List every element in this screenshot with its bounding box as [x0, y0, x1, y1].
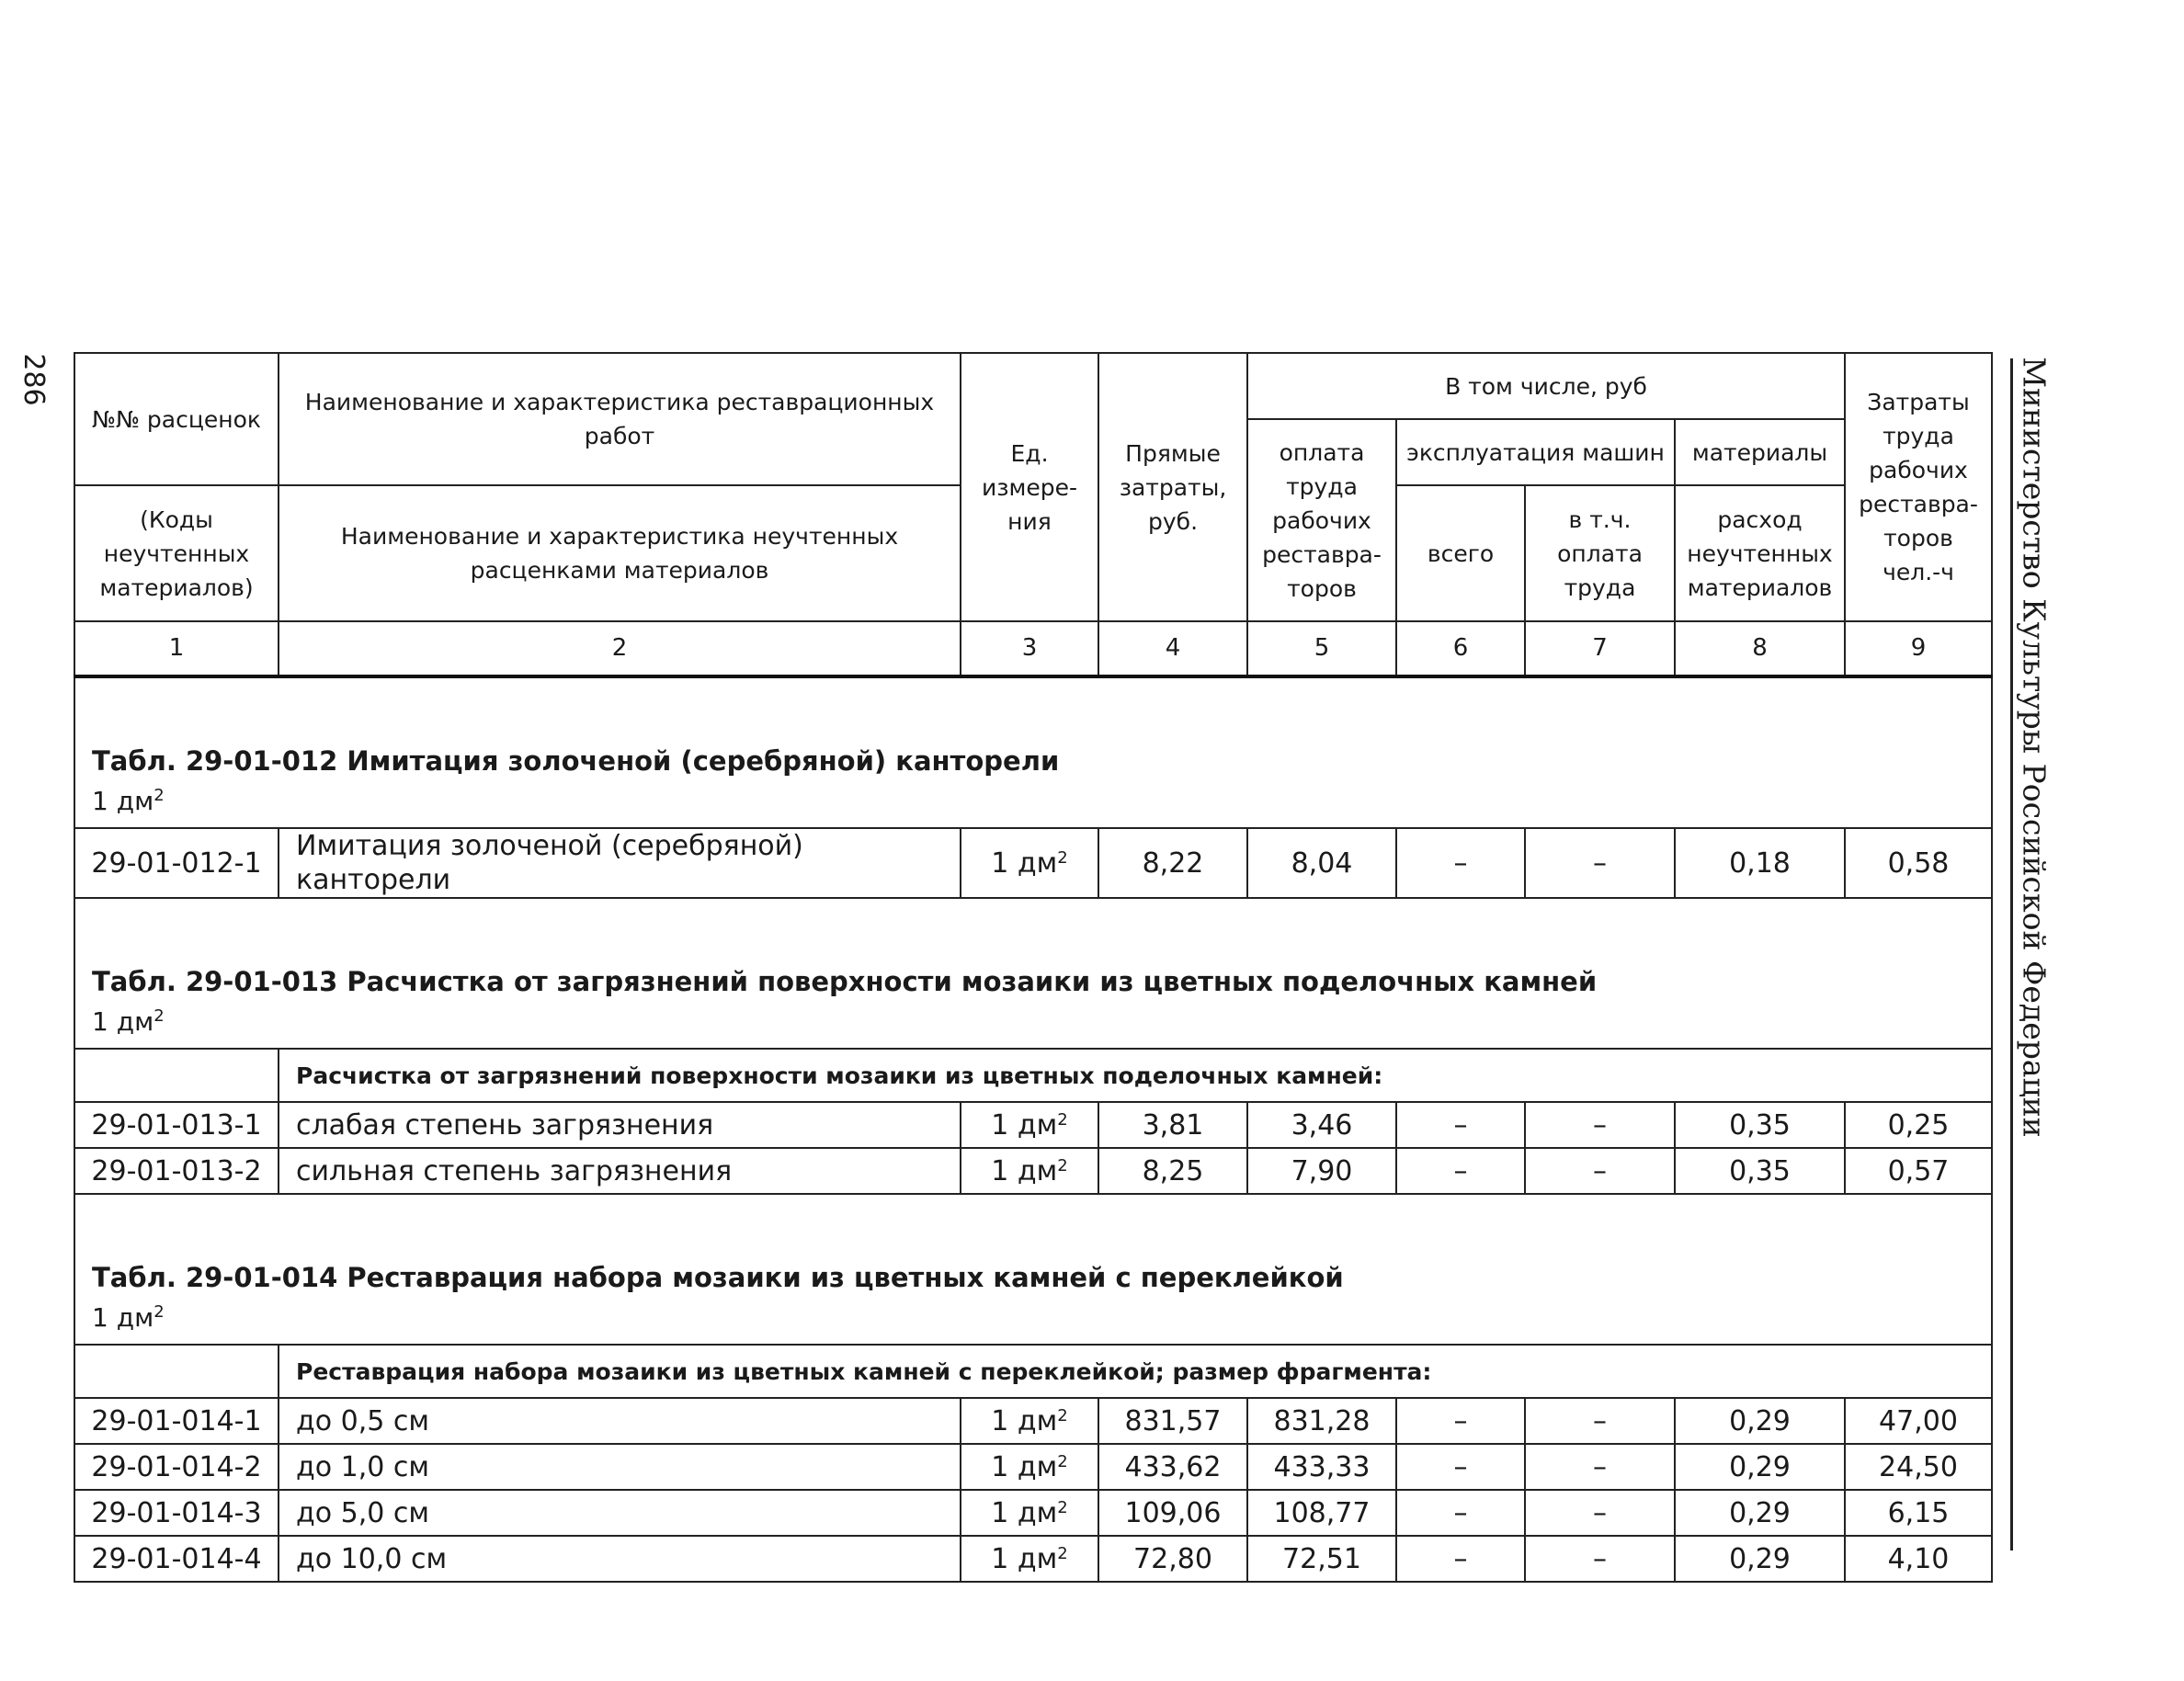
unit-base: 1 дм	[92, 786, 154, 816]
column-number: 1	[74, 621, 279, 676]
value-c6: –	[1396, 1398, 1525, 1444]
unit-base: 1 дм	[991, 1542, 1058, 1575]
value-c5: 433,33	[1247, 1444, 1396, 1490]
unit-superscript: 2	[154, 1006, 165, 1026]
section-title-row	[74, 898, 1992, 1049]
table-row	[74, 1102, 1992, 1148]
section-subheading-row	[74, 1049, 1992, 1102]
value-c4: 72,80	[1098, 1536, 1247, 1582]
unit-base: 1 дм	[991, 1496, 1058, 1529]
value-c7: –	[1525, 1102, 1675, 1148]
rate-code: 29-01-014-3	[74, 1490, 279, 1536]
value-c6: –	[1396, 1102, 1525, 1148]
rate-code: 29-01-013-1	[74, 1102, 279, 1148]
work-name: сильная степень загрязнения	[279, 1148, 961, 1194]
value-c5: 831,28	[1247, 1398, 1396, 1444]
side-rule	[2010, 358, 2013, 1550]
value-c4: 8,22	[1098, 828, 1247, 898]
value-c6: –	[1396, 1148, 1525, 1194]
work-name: до 0,5 см	[279, 1398, 961, 1444]
section-unit	[92, 1002, 1974, 1042]
unit-base: 1 дм	[991, 1404, 1058, 1437]
unit-superscript: 2	[1057, 1543, 1068, 1563]
value-c4: 109,06	[1098, 1490, 1247, 1536]
header-col1-bottom: (Коды неучтенных материалов)	[74, 485, 279, 621]
value-c8: 0,35	[1675, 1148, 1845, 1194]
value-c8: 0,29	[1675, 1490, 1845, 1536]
value-c4: 8,25	[1098, 1148, 1247, 1194]
value-c9: 4,10	[1845, 1536, 1992, 1582]
value-c9: 0,25	[1845, 1102, 1992, 1148]
header-machines-labor: в т.ч. оплата труда	[1525, 485, 1675, 621]
value-c5: 3,46	[1247, 1102, 1396, 1148]
unit-superscript: 2	[154, 786, 165, 805]
value-c7: –	[1525, 828, 1675, 898]
unit-superscript: 2	[1057, 1497, 1068, 1517]
value-c7: –	[1525, 1444, 1675, 1490]
rate-table	[74, 352, 1993, 1583]
value-c7: –	[1525, 1398, 1675, 1444]
side-title	[2016, 352, 2053, 1142]
value-c6: –	[1396, 1490, 1525, 1536]
table-row	[74, 1398, 1992, 1444]
value-c8: 0,29	[1675, 1398, 1845, 1444]
unit-cell	[961, 828, 1098, 898]
empty-code-cell	[74, 1049, 279, 1102]
empty-code-cell	[74, 1345, 279, 1398]
column-number: 8	[1675, 621, 1845, 676]
table-body	[74, 676, 1992, 1582]
value-c8: 0,29	[1675, 1536, 1845, 1582]
work-name: Имитация золоченой (серебряной) канторели	[279, 828, 961, 898]
section-unit	[92, 781, 1974, 822]
table-row	[74, 1148, 1992, 1194]
value-c6: –	[1396, 828, 1525, 898]
header-unit: Ед. измере-ния	[961, 353, 1098, 621]
column-number: 9	[1845, 621, 1992, 676]
unit-superscript: 2	[1057, 1109, 1068, 1130]
unit-cell	[961, 1490, 1098, 1536]
unit-base: 1 дм	[991, 846, 1058, 880]
rate-code: 29-01-014-4	[74, 1536, 279, 1582]
unit-superscript: 2	[1057, 1451, 1068, 1471]
unit-base: 1 дм	[92, 1006, 154, 1037]
value-c4: 433,62	[1098, 1444, 1247, 1490]
work-name: слабая степень загрязнения	[279, 1102, 961, 1148]
header-direct-costs: Прямые затраты, руб.	[1098, 353, 1247, 621]
value-c6: –	[1396, 1444, 1525, 1490]
value-c8: 0,18	[1675, 828, 1845, 898]
value-c9: 0,57	[1845, 1148, 1992, 1194]
unit-cell	[961, 1398, 1098, 1444]
value-c4: 831,57	[1098, 1398, 1247, 1444]
section-subheading: Реставрация набора мозаики из цветных камней с переклейкой; размер фрагмента:	[279, 1345, 1992, 1398]
unit-base: 1 дм	[92, 1302, 154, 1333]
value-c5: 7,90	[1247, 1148, 1396, 1194]
header-labor-pay: оплата труда рабочих реставра-торов	[1247, 419, 1396, 621]
side-title-text: Министерство Культуры Российской Федерации	[2016, 357, 2053, 1138]
header-machines-total: всего	[1396, 485, 1525, 621]
value-c5: 108,77	[1247, 1490, 1396, 1536]
value-c6: –	[1396, 1536, 1525, 1582]
section-title-row	[74, 676, 1992, 828]
work-name: до 1,0 см	[279, 1444, 961, 1490]
header-machines: эксплуатация машин	[1396, 419, 1675, 485]
value-c7: –	[1525, 1490, 1675, 1536]
value-c4: 3,81	[1098, 1102, 1247, 1148]
column-number: 4	[1098, 621, 1247, 676]
value-c5: 8,04	[1247, 828, 1396, 898]
section-title-cell	[74, 676, 1992, 828]
value-c9: 47,00	[1845, 1398, 1992, 1444]
section-title: Табл. 29-01-013 Расчистка от загрязнений поверхности мозаики из цветных поделочных камней	[92, 966, 1598, 997]
column-number: 6	[1396, 621, 1525, 676]
page-number: 286	[17, 353, 50, 406]
rate-code: 29-01-014-1	[74, 1398, 279, 1444]
section-subheading-row	[74, 1345, 1992, 1398]
unit-superscript: 2	[154, 1302, 165, 1322]
header-col2-bottom: Наименование и характеристика неучтенных расценками материалов	[279, 485, 961, 621]
unit-cell	[961, 1102, 1098, 1148]
value-c9: 6,15	[1845, 1490, 1992, 1536]
table-header	[74, 353, 1992, 676]
section-unit	[92, 1298, 1974, 1338]
header-labor-hours: Затраты труда рабочих реставра-торов чел.-ч	[1845, 353, 1992, 621]
unit-base: 1 дм	[991, 1108, 1058, 1141]
unit-cell	[961, 1148, 1098, 1194]
section-subheading: Расчистка от загрязнений поверхности мозаики из цветных поделочных камней:	[279, 1049, 1992, 1102]
unit-cell	[961, 1536, 1098, 1582]
unit-base: 1 дм	[991, 1450, 1058, 1483]
value-c8: 0,35	[1675, 1102, 1845, 1148]
section-title-cell	[74, 1194, 1992, 1345]
unit-base: 1 дм	[991, 1154, 1058, 1187]
header-col1-top: №№ расценок	[74, 353, 279, 485]
rate-code: 29-01-013-2	[74, 1148, 279, 1194]
header-col2-top: Наименование и характеристика реставрационных работ	[279, 353, 961, 485]
unit-cell	[961, 1444, 1098, 1490]
value-c5: 72,51	[1247, 1536, 1396, 1582]
table-row	[74, 1536, 1992, 1582]
section-title: Табл. 29-01-014 Реставрация набора мозаики из цветных камней с переклейкой	[92, 1262, 1344, 1293]
unit-superscript: 2	[1057, 1405, 1068, 1425]
section-title: Табл. 29-01-012 Имитация золоченой (серебряной) канторели	[92, 745, 1060, 777]
rate-table-wrap	[74, 352, 1991, 1583]
value-c9: 0,58	[1845, 828, 1992, 898]
column-numbers-row	[74, 621, 1992, 676]
unit-superscript: 2	[1057, 847, 1068, 868]
work-name: до 5,0 см	[279, 1490, 961, 1536]
value-c7: –	[1525, 1536, 1675, 1582]
table-row	[74, 1490, 1992, 1536]
header-including: В том числе, руб	[1247, 353, 1845, 419]
work-name: до 10,0 см	[279, 1536, 961, 1582]
value-c7: –	[1525, 1148, 1675, 1194]
value-c9: 24,50	[1845, 1444, 1992, 1490]
section-title-cell	[74, 898, 1992, 1049]
header-materials: материалы	[1675, 419, 1845, 485]
value-c8: 0,29	[1675, 1444, 1845, 1490]
column-number: 7	[1525, 621, 1675, 676]
rate-code: 29-01-012-1	[74, 828, 279, 898]
rate-code: 29-01-014-2	[74, 1444, 279, 1490]
section-title-row	[74, 1194, 1992, 1345]
column-number: 5	[1247, 621, 1396, 676]
column-number: 2	[279, 621, 961, 676]
table-row	[74, 828, 1992, 898]
column-number: 3	[961, 621, 1098, 676]
unit-superscript: 2	[1057, 1155, 1068, 1176]
header-materials-usage: расход неучтенных материалов	[1675, 485, 1845, 621]
table-row	[74, 1444, 1992, 1490]
